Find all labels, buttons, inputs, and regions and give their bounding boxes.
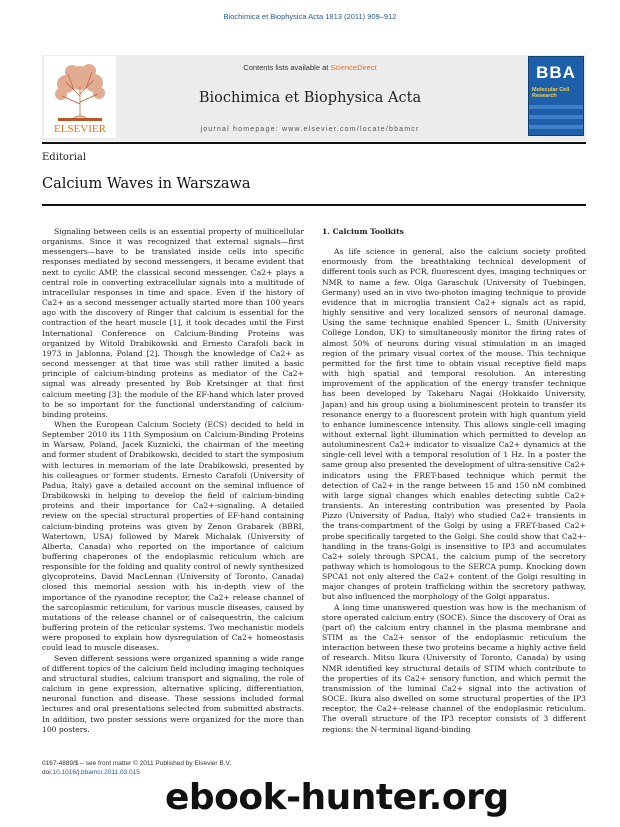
doi-line: [42, 769, 231, 778]
cover-abbreviation: BBA: [536, 63, 576, 82]
sciencedirect-link[interactable]: ScienceDirect: [330, 63, 377, 72]
journal-title: Biochimica et Biophysica Acta: [198, 90, 422, 106]
cover-stripe: [529, 105, 583, 109]
article-footer: [42, 760, 231, 777]
journal-cover[interactable]: [528, 56, 584, 136]
body-paragraph: A long time unanswered question was how is the mechanism of store operated calcium entry (SOCE). Since the discovery of Orai as (part of) the calcium entry channel in the plasma membrane and STIM as the Ca2+ sensor of the endoplasmic reticulum the interaction between these two proteins became a highly active field of research. Mitsu Ikura (University of Toronto, Canada) by using NMR identified key structural details of STIM which contribute to the properties of its Ca2+ sensory function, and which permit the transmission of the luminal Ca2+ signal into the activation of SOCE. Ikura also dwelled on some structural properties of the IP3 receptor, the Ca2+-release channel of the endoplasmic reticulum. The overall structure of the IP3 receptor consists of 3 different regions: the N-terminal ligand-binding: [322, 602, 586, 734]
body-paragraph: Signaling between cells is an essential property of multicellular organisms. Since it was recognized that external signals—first messengers—have to be translated inside cells into specific responses mediated by second messengers, it became evident that next to cyclic AMP, the classical second messenger, Ca2+ plays a central role in converting extracellular signals into a multitude of intracellular responses in time and space. Even if the history of Ca2+ as a second messenger actually started more than 100 years ago with the discovery of Ringer that calcium is essential for the contraction of the heart muscle [1], it took decades until the First International Conference on Calcium-Binding Proteins was organized by Witold Drabikowski and Ernesto Carafoli back in 1973 in Jablonna, Poland [2]. Though the knowledge of Ca2+ as second messenger at that time was still rather limited a basic principle of calcium-binding proteins as mediator of the Ca2+ signal was already presented by Bob Kretsinger at that first calcium meeting [3]: the module of the EF-hand which later proved to be so important for the functional understanding of calcium-binding proteins.: [42, 227, 304, 419]
cover-subtitle: [532, 87, 580, 99]
article-type: Editorial: [42, 152, 87, 163]
cover-subtitle-line-1: Molecular Cell: [532, 87, 570, 93]
body-paragraph: As life science in general, also the calcium society profited enormously from the breathtaking technical development of different tools such as PCR, fluorescent dyes, imaging techniques or NMR to name a few. Olga Garaschuk (University of Tuebingen, Germany) used an in vivo two-photon imaging technique to provide evidence that in microglia transient Ca2+ signals act as rapid, highly sensitive and very localized sensors of neuronal damage. Using the same technique enabled Spencer L. Smith (University College London, UK) to simultaneously monitor the firing rates of almost 50% of neurons during visual stimulation in an imaged region of the primary visual cortex of the mouse. This technique permitted for the first time to obtain visual receptive field maps with high spatial and temporal resolution. An interesting improvement of the application of the energy transfer technique has been developed by Takeharu Nagai (Hokkaido University, Japan) and his group using a bioluminescent protein to transfer its resonance energy to a fluorescent protein with high quantum yield to enhance luminescence intensity. This allows single-cell imaging without external light illumination which permitted to develop an autoluminescent Ca2+ indicator to visualize Ca2+ dynamics at the single-cell level with a temporal resolution of 1 Hz. In a poster the same group also presented the development of ultra-sensitive Ca2+ indicators using the FRET-based technique which permit the detection of Ca2+ in the range between 15 and 150 nM combined with large signal changes which enables detecting subtle Ca2+ transients. An interesting contribution was presented by Paola Pizzo (University of Padua, Italy) who studied Ca2+ transients in the trans-compartment of the Golgi by using a FRET-based Ca2+ probe specifically targeted to the Golgi. She could show that Ca2+-handling in the trans-Golgi is insensitive to IP3 and accumulates Ca2+ solely through SPCA1, the calcium pump of the secretory pathway which is homologous to the SERCA pump. Knocking down SPCA1 not only altered the Ca2+ content of the Golgi resulting in major changes of protein trafficking within the secretory pathway, but also influenced the morphology of the Golgi apparatus.: [322, 247, 586, 602]
contents-prefix: Contents lists available at: [243, 63, 331, 72]
issn-line: 0167-4889/$ – see front matter © 2011 Published by Elsevier B.V.: [42, 760, 232, 767]
title-rule: [42, 204, 586, 206]
doi-label: doi:: [42, 768, 53, 776]
cover-subtitle-line-2: Research: [532, 93, 557, 99]
cover-stripe: [529, 125, 583, 129]
cover-stripe: [529, 115, 583, 119]
body-paragraph: When the European Calcium Society (ECS) decided to held in September 2010 its 11th Symposium on Calcium-Binding Proteins in Warsaw, Poland, Jacek Kuznicki, the chairman of the meeting and former student of Drabikowski, decided to start the symposium with lectures in memoriam of the late Drabikowski, presented by his colleagues or former students. Ernesto Carafoli (University of Padua, Italy) gave a detailed account on the seminal influence of Drabikowski in helping to develop the field of calcium-binding proteins and their importance for Ca2+-signaling. A detailed review on the special structural properties of EF-hand containing calcium-binding proteins was given by Zenon Grabarek (BBRI, Watertown, USA) followed by Marek Michalak (University of Alberta, Canada) who reported on the importance of calcium buffering chaperones of the endoplasmic reticulum which are responsible for the folding and quality control of newly synthesized glycoproteins. David MacLennan (University of Toronto, Canada) closed this memorial session with his in-depth view of the importance of the ryanodine receptor, the Ca2+ release channel of the sarcoplasmic reticulum, for various muscle diseases, caused by mutations of the release channel or of calsequestrin, the calcium buffering protein of the reticular systems. Two mechanistic models were proposed to explain how dysregulation of Ca2+ homeostasis could lead to muscle diseases.: [42, 419, 304, 653]
watermark: ebook-hunter.org: [165, 777, 509, 818]
doi-link[interactable]: 10.1016/j.bbamcr.2011.03.015: [52, 768, 140, 776]
journal-citation[interactable]: Biochimica et Biophysica Acta 1813 (2011) 909–912: [223, 12, 397, 21]
contents-availability: [0, 63, 620, 72]
left-column: [42, 227, 304, 735]
header-rule: [42, 142, 586, 144]
elsevier-wordmark: ELSEVIER: [54, 123, 106, 135]
body-paragraph: Seven different sessions were organized spanning a wide range of different topics of the calcium field including imaging techniques and structural studies, calcium transport and signaling, the role of calcium in gene expression, alternative splicing, differentiation, neuronal function and disease. These sessions included formal lectures and oral presentations selected from submitted abstracts. In addition, two poster sessions were organized for the more than 100 posters.: [42, 653, 304, 734]
journal-homepage-link[interactable]: journal homepage: www.elsevier.com/locate/bbamcr: [200, 126, 420, 133]
right-column: [322, 227, 586, 735]
section-heading: 1. Calcium Toolkits: [322, 227, 404, 236]
article-title: Calcium Waves in Warszawa: [42, 176, 251, 192]
